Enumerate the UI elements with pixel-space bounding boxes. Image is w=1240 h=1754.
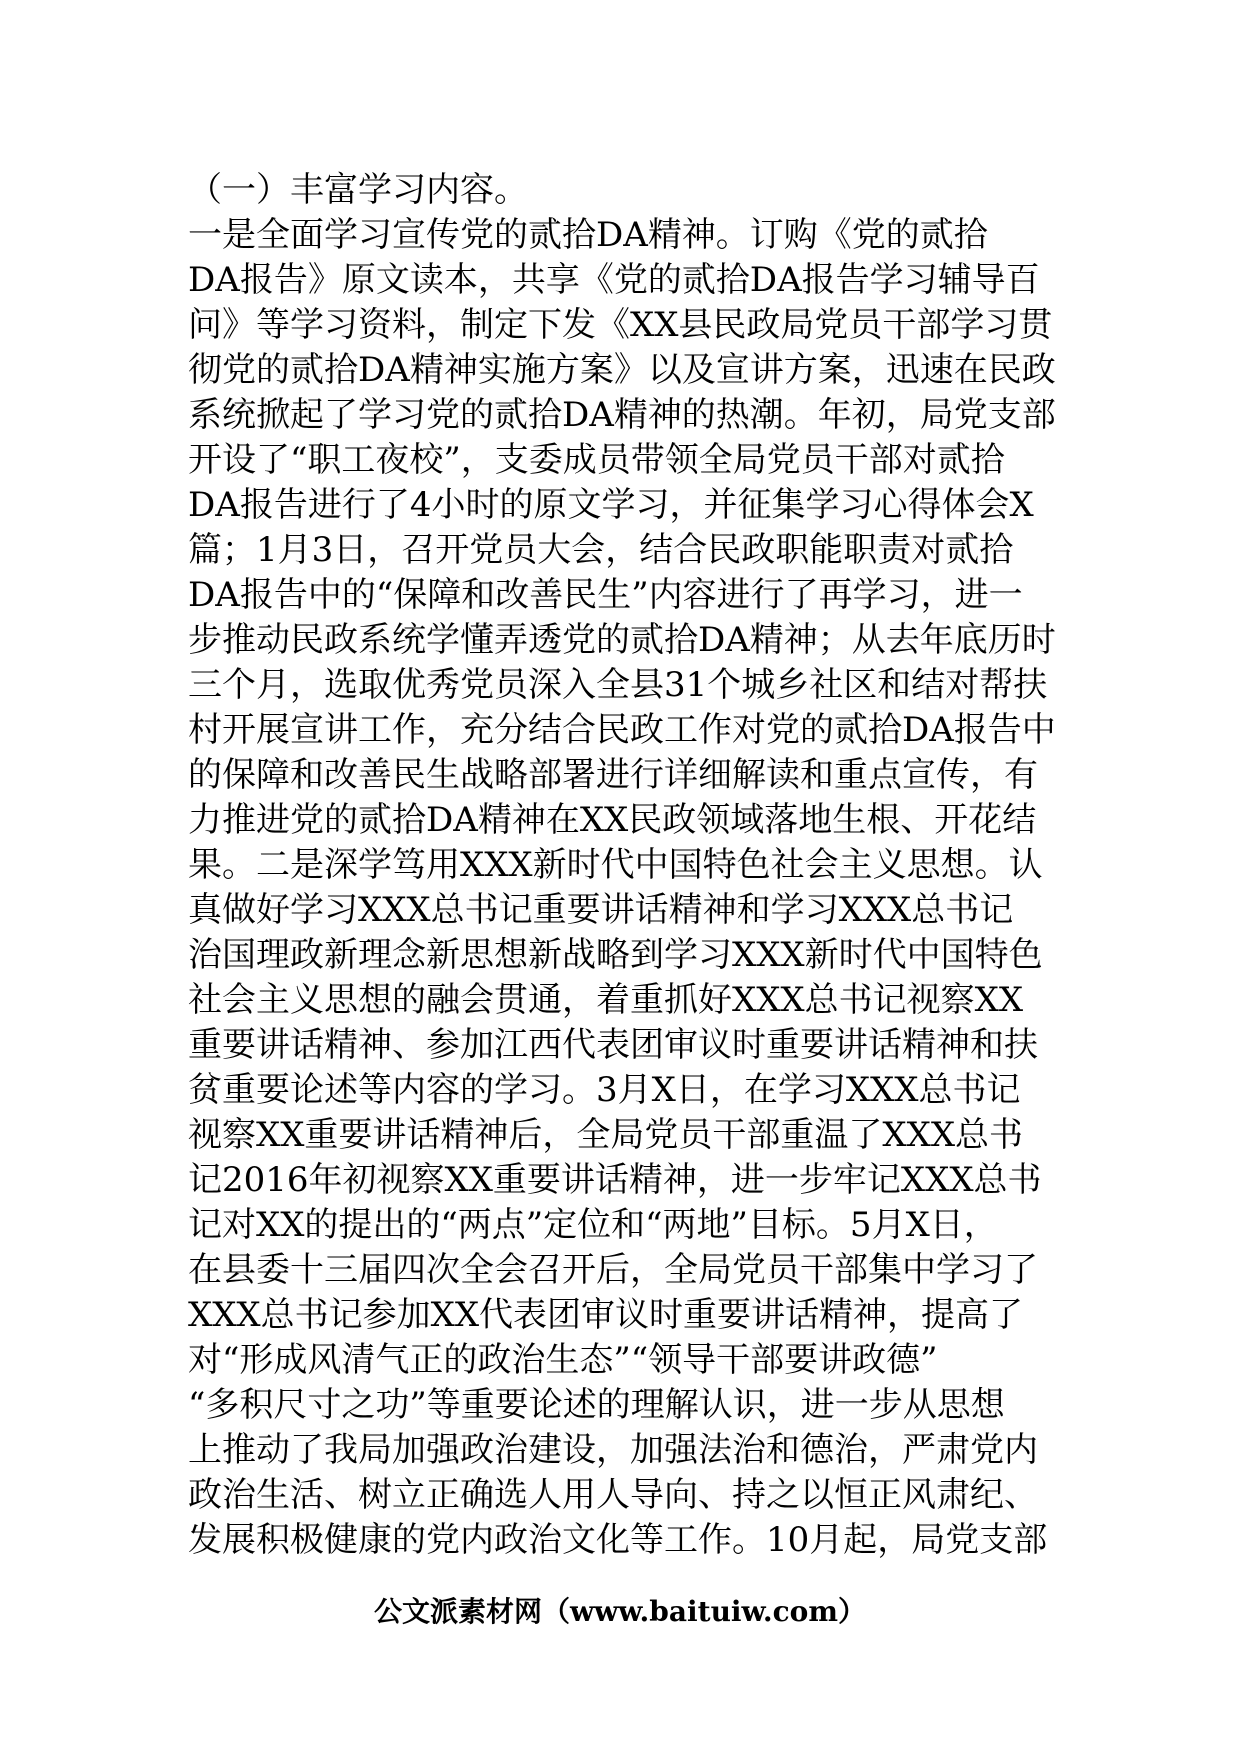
text-line: XXX总书记参加XX代表团审议时重要讲话精神，提高了 xyxy=(188,1295,1024,1335)
text-line: 果。二是深学笃用XXX新时代中国特色社会主义思想。认 xyxy=(188,845,1043,885)
text-line: 一是全面学习宣传党的贰拾DA精神。订购《党的贰拾 xyxy=(188,215,988,255)
text-line: 三个月，选取优秀党员深入全县31个城乡社区和结对帮扶 xyxy=(188,665,1048,705)
text-line: 视察XX重要讲话精神后，全局党员干部重温了XXX总书 xyxy=(188,1115,1024,1155)
text-line: 真做好学习XXX总书记重要讲话精神和学习XXX总书记 xyxy=(188,890,1014,930)
text-line: DA报告》原文读本，共享《党的贰拾DA报告学习辅导百 xyxy=(188,260,1040,300)
text-line: 重要讲话精神、参加江西代表团审议时重要讲话精神和扶 xyxy=(188,1025,1038,1065)
text-line: 力推进党的贰拾DA精神在XX民政领域落地生根、开花结 xyxy=(188,800,1037,840)
text-line: “多积尺寸之功”等重要论述的理解认识，进一步从思想 xyxy=(188,1385,1005,1425)
text-line: 记对XX的提出的“两点”定位和“两地”目标。5月X日， xyxy=(188,1205,998,1245)
text-line: 政治生活、树立正确选人用人导向、持之以恒正风肃纪、 xyxy=(188,1475,1038,1515)
text-line: 贫重要论述等内容的学习。3月X日，在学习XXX总书记 xyxy=(188,1070,1021,1110)
text-line: 篇；1月3日，召开党员大会，结合民政职能职责对贰拾 xyxy=(188,530,1014,570)
text-line: 步推动民政系统学懂弄透党的贰拾DA精神；从去年底历时 xyxy=(188,620,1056,660)
footer-watermark: 公文派素材网（www.baituiw.com） xyxy=(374,1595,866,1628)
text-line: 上推动了我局加强政治建设，加强法治和德治，严肃党内 xyxy=(188,1430,1038,1470)
body-text xyxy=(188,168,1068,1563)
text-line: 的保障和改善民生战略部署进行详细解读和重点宣传，有 xyxy=(188,755,1038,795)
text-line: 问》等学习资料，制定下发《XX县民政局党员干部学习贯 xyxy=(188,305,1053,345)
text-line: 在县委十三届四次全会召开后，全局党员干部集中学习了 xyxy=(188,1250,1038,1290)
text-line: 对“形成风清气正的政治生态”“领导干部要讲政德” xyxy=(188,1340,938,1380)
text-line: 治国理政新理念新思想新战略到学习XXX新时代中国特色 xyxy=(188,935,1043,975)
text-line: 开设了“职工夜校”，支委成员带领全局党员干部对贰拾 xyxy=(188,440,1005,480)
text-line: 系统掀起了学习党的贰拾DA精神的热潮。年初，局党支部 xyxy=(188,395,1056,435)
text-line: 发展积极健康的党内政治文化等工作。10月起，局党支部 xyxy=(188,1520,1048,1560)
text-line: 记2016年初视察XX重要讲话精神，进一步牢记XXX总书 xyxy=(188,1160,1042,1200)
text-line: 彻党的贰拾DA精神实施方案》以及宣讲方案，迅速在民政 xyxy=(188,350,1056,390)
text-line: （一）丰富学习内容。 xyxy=(188,170,528,210)
text-line: DA报告中的“保障和改善民生”内容进行了再学习，进一 xyxy=(188,575,1023,615)
text-line: 社会主义思想的融会贯通，着重抓好XXX总书记视察XX xyxy=(188,980,1024,1020)
text-line: DA报告进行了4小时的原文学习，并征集学习心得体会X xyxy=(188,485,1034,525)
text-line: 村开展宣讲工作，充分结合民政工作对党的贰拾DA报告中 xyxy=(188,710,1056,750)
